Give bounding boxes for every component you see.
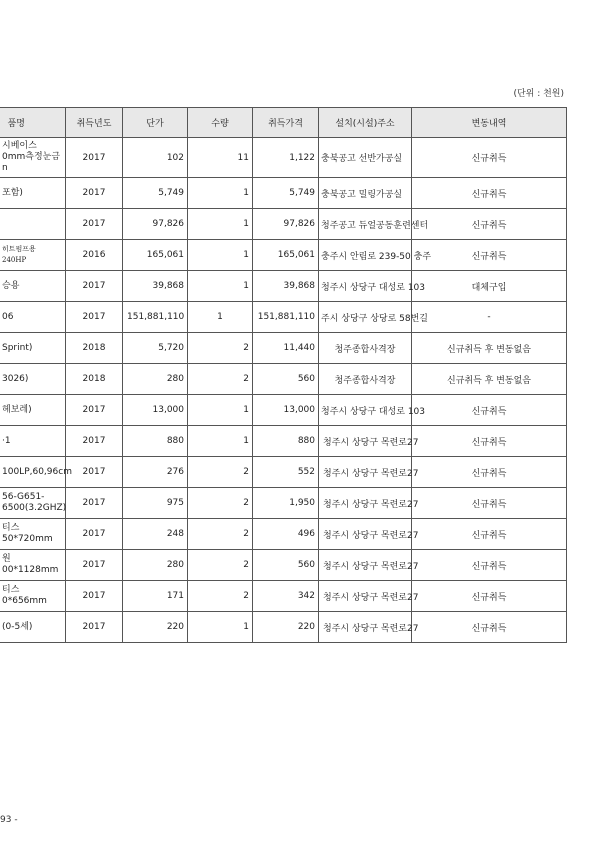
cell-change: 신규취득 xyxy=(412,178,567,209)
cell-address: 주시 상당구 상당로 58번길 xyxy=(319,302,412,333)
cell-qty: 2 xyxy=(188,550,253,581)
cell-year: 2018 xyxy=(66,364,123,395)
cell-change: 신규취득 후 변동없음 xyxy=(412,333,567,364)
cell-year: 2017 xyxy=(66,550,123,581)
cell-price: 280 xyxy=(123,550,188,581)
header-price: 단가 xyxy=(123,108,188,138)
cell-year: 2017 xyxy=(66,271,123,302)
cell-price: 13,000 xyxy=(123,395,188,426)
cell-total: 165,061 xyxy=(253,240,319,271)
table-row xyxy=(0,302,567,333)
table-row xyxy=(0,333,567,364)
cell-price: 880 xyxy=(123,426,188,457)
cell-name: 시베이스 0mm측정눈금 n xyxy=(0,138,66,178)
table-row xyxy=(0,271,567,302)
cell-change: 신규취득 xyxy=(412,612,567,643)
cell-total: 560 xyxy=(253,550,319,581)
cell-total: 39,868 xyxy=(253,271,319,302)
header-year: 취득년도 xyxy=(66,108,123,138)
cell-qty: 11 xyxy=(188,138,253,178)
cell-address: 청주시 상당구 대성로 103 xyxy=(319,395,412,426)
cell-change: 신규취득 후 변동없음 xyxy=(412,364,567,395)
cell-name: Sprint) xyxy=(0,333,66,364)
cell-year: 2017 xyxy=(66,457,123,488)
cell-change: - xyxy=(412,302,567,333)
cell-name: 100LP,60,96cm xyxy=(0,457,66,488)
cell-address: 청주시 상당구 목련로27 xyxy=(319,426,412,457)
cell-total: 11,440 xyxy=(253,333,319,364)
cell-change: 신규취득 xyxy=(412,138,567,178)
cell-year: 2017 xyxy=(66,395,123,426)
table-row xyxy=(0,178,567,209)
header-total: 취득가격 xyxy=(253,108,319,138)
cell-change: 신규취득 xyxy=(412,457,567,488)
cell-change: 대체구입 xyxy=(412,271,567,302)
cell-total: 1,950 xyxy=(253,488,319,519)
cell-year: 2017 xyxy=(66,612,123,643)
table-row xyxy=(0,581,567,612)
table-row xyxy=(0,395,567,426)
cell-total: 880 xyxy=(253,426,319,457)
cell-year: 2017 xyxy=(66,426,123,457)
cell-price: 39,868 xyxy=(123,271,188,302)
cell-price: 171 xyxy=(123,581,188,612)
cell-price: 220 xyxy=(123,612,188,643)
header-name: 품명 xyxy=(0,108,66,138)
cell-price: 5,720 xyxy=(123,333,188,364)
cell-total: 496 xyxy=(253,519,319,550)
cell-qty: 1 xyxy=(188,426,253,457)
cell-price: 165,061 xyxy=(123,240,188,271)
cell-name: 56-G651- 6500(3.2GHZ) xyxy=(0,488,66,519)
cell-name: 승용 xyxy=(0,271,66,302)
cell-change: 신규취득 xyxy=(412,209,567,240)
cell-price: 102 xyxy=(123,138,188,178)
cell-address: 청주시 상당구 목련로27 xyxy=(319,488,412,519)
table-row xyxy=(0,519,567,550)
table-body xyxy=(0,138,567,643)
cell-address: 충북공고 밀링가공실 xyxy=(319,178,412,209)
cell-year: 2017 xyxy=(66,178,123,209)
cell-name: 3026) xyxy=(0,364,66,395)
cell-name: 히트펌프용 240HP xyxy=(0,240,66,271)
header-qty: 수량 xyxy=(188,108,253,138)
cell-qty: 1 xyxy=(188,178,253,209)
cell-address: 청주공고 듀얼공동훈련센터 xyxy=(319,209,412,240)
asset-table xyxy=(0,107,567,643)
cell-total: 220 xyxy=(253,612,319,643)
cell-change: 신규취득 xyxy=(412,488,567,519)
cell-price: 5,749 xyxy=(123,178,188,209)
cell-total: 1,122 xyxy=(253,138,319,178)
cell-qty: 2 xyxy=(188,488,253,519)
unit-note: (단위 : 천원) xyxy=(513,89,564,99)
table-row xyxy=(0,240,567,271)
cell-total: 5,749 xyxy=(253,178,319,209)
table-row xyxy=(0,209,567,240)
cell-address: 청주시 상당구 목련로27 xyxy=(319,457,412,488)
cell-qty: 2 xyxy=(188,333,253,364)
cell-name xyxy=(0,209,66,240)
cell-name: 티스 50*720mm xyxy=(0,519,66,550)
cell-address: 충주시 안림로 239-50 충주 xyxy=(319,240,412,271)
cell-name: ·1 xyxy=(0,426,66,457)
cell-qty: 1 xyxy=(188,395,253,426)
table-row xyxy=(0,488,567,519)
cell-change: 신규취득 xyxy=(412,550,567,581)
cell-address: 청주종합사격장 xyxy=(319,333,412,364)
cell-total: 13,000 xyxy=(253,395,319,426)
cell-address: 청주시 상당구 목련로27 xyxy=(319,550,412,581)
cell-price: 248 xyxy=(123,519,188,550)
cell-qty: 1 xyxy=(188,302,253,333)
table-row xyxy=(0,550,567,581)
cell-price: 97,826 xyxy=(123,209,188,240)
cell-change: 신규취득 xyxy=(412,395,567,426)
cell-total: 97,826 xyxy=(253,209,319,240)
cell-year: 2018 xyxy=(66,333,123,364)
cell-name: (0-5세) xyxy=(0,612,66,643)
cell-qty: 2 xyxy=(188,457,253,488)
cell-change: 신규취득 xyxy=(412,581,567,612)
cell-price: 151,881,110 xyxy=(123,302,188,333)
cell-address: 청주시 상당구 목련로27 xyxy=(319,581,412,612)
cell-year: 2016 xyxy=(66,240,123,271)
cell-total: 342 xyxy=(253,581,319,612)
table-row xyxy=(0,426,567,457)
table-row xyxy=(0,612,567,643)
table-row xyxy=(0,364,567,395)
cell-qty: 1 xyxy=(188,612,253,643)
cell-address: 청주종합사격장 xyxy=(319,364,412,395)
cell-year: 2017 xyxy=(66,488,123,519)
cell-name: 포함) xyxy=(0,178,66,209)
cell-price: 975 xyxy=(123,488,188,519)
table-row xyxy=(0,457,567,488)
page-number: 93 - xyxy=(0,815,18,825)
cell-qty: 2 xyxy=(188,519,253,550)
table-row xyxy=(0,138,567,178)
cell-qty: 2 xyxy=(188,581,253,612)
cell-name: 06 xyxy=(0,302,66,333)
cell-price: 280 xyxy=(123,364,188,395)
cell-year: 2017 xyxy=(66,302,123,333)
cell-name: 헤보레) xyxy=(0,395,66,426)
header-address: 설치(시설)주소 xyxy=(319,108,412,138)
cell-address: 청주시 상당구 목련로27 xyxy=(319,519,412,550)
cell-name: 티스 0*656mm xyxy=(0,581,66,612)
header-change: 변동내역 xyxy=(412,108,567,138)
cell-qty: 1 xyxy=(188,271,253,302)
cell-qty: 1 xyxy=(188,240,253,271)
cell-year: 2017 xyxy=(66,581,123,612)
cell-price: 276 xyxy=(123,457,188,488)
table-header-row xyxy=(0,108,567,138)
cell-name: 원 00*1128mm xyxy=(0,550,66,581)
cell-address: 청주시 상당구 대성로 103 xyxy=(319,271,412,302)
cell-address: 충북공고 선반가공실 xyxy=(319,138,412,178)
cell-change: 신규취득 xyxy=(412,519,567,550)
cell-year: 2017 xyxy=(66,519,123,550)
cell-total: 560 xyxy=(253,364,319,395)
cell-total: 151,881,110 xyxy=(253,302,319,333)
cell-change: 신규취득 xyxy=(412,426,567,457)
cell-address: 청주시 상당구 목련로27 xyxy=(319,612,412,643)
cell-qty: 2 xyxy=(188,364,253,395)
cell-total: 552 xyxy=(253,457,319,488)
cell-year: 2017 xyxy=(66,138,123,178)
cell-qty: 1 xyxy=(188,209,253,240)
cell-year: 2017 xyxy=(66,209,123,240)
cell-change: 신규취득 xyxy=(412,240,567,271)
